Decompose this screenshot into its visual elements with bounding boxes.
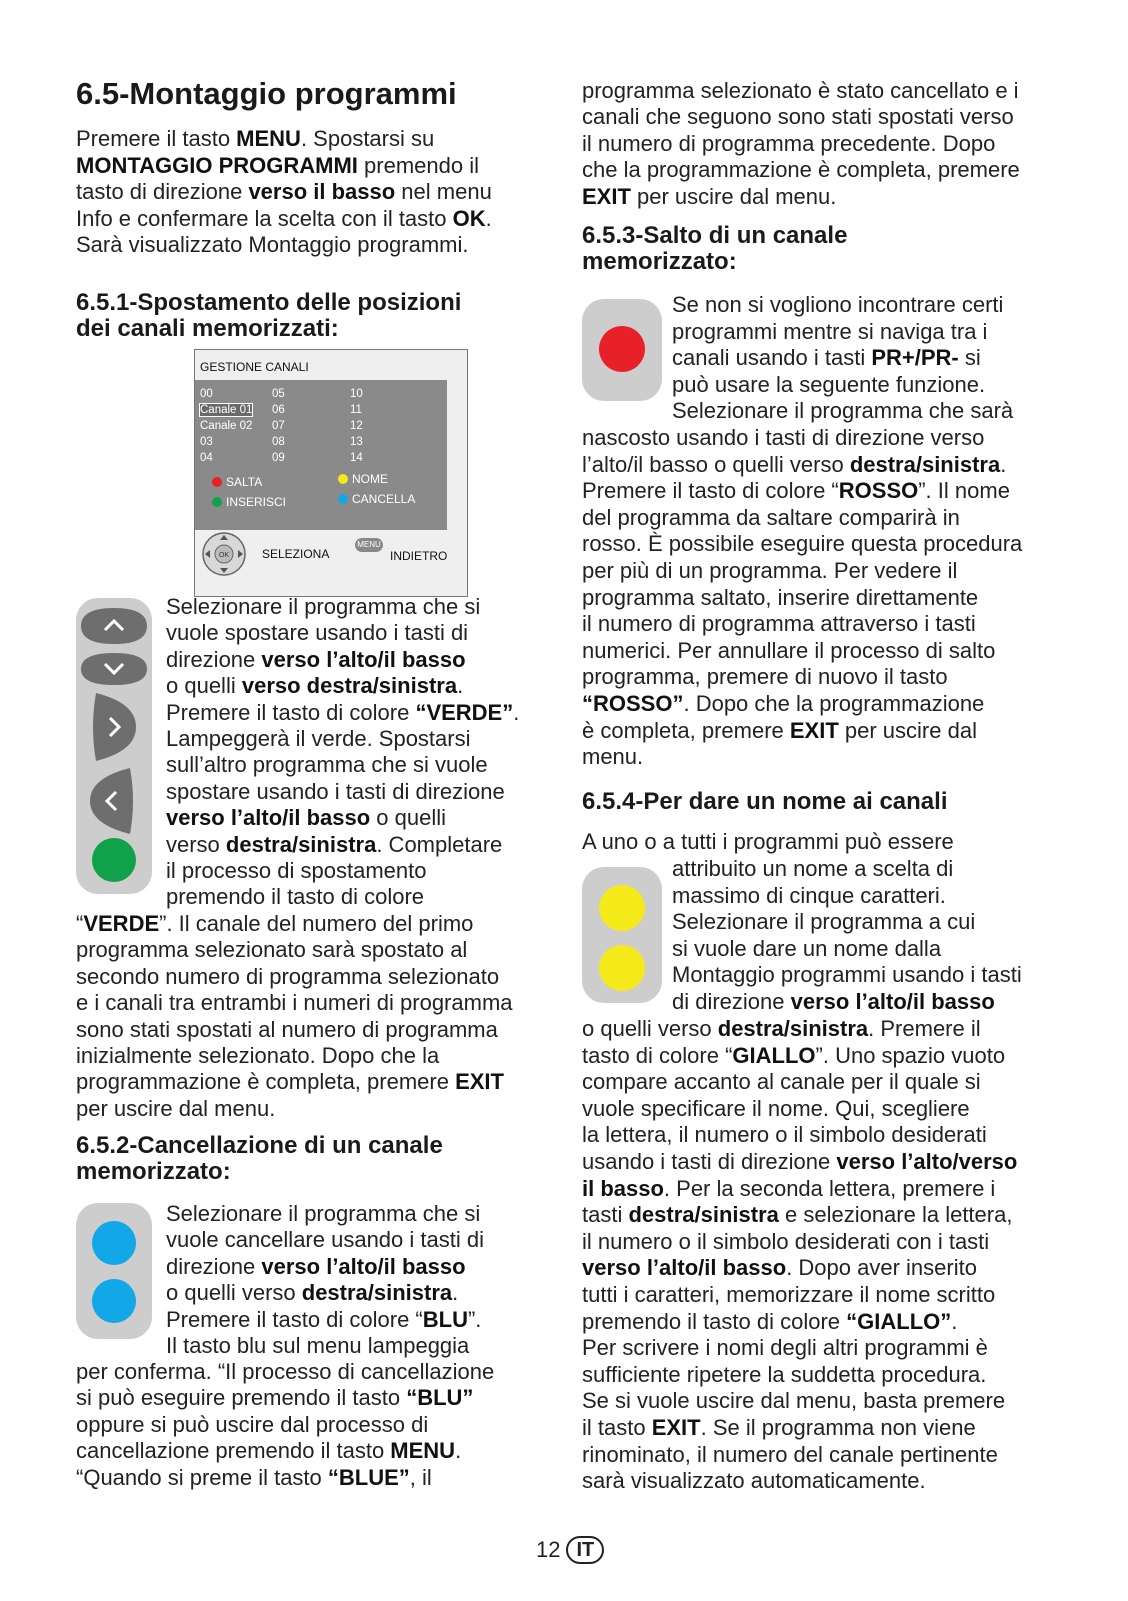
text-segment: premendo il tasto di colore xyxy=(582,1308,847,1334)
text-line xyxy=(672,936,941,963)
channel-menu-figure xyxy=(194,349,468,597)
text-segment: vuole specificare il nome. Qui, scegliere xyxy=(582,1095,970,1121)
text-line xyxy=(166,805,446,832)
text-line xyxy=(166,673,463,700)
text-segment: direzione xyxy=(166,1253,262,1279)
text-segment: che la programmazione è completa, premere xyxy=(582,157,1020,183)
text-line xyxy=(672,345,981,372)
blue-button-icon xyxy=(92,1279,136,1323)
text-segment: massimo di cinque caratteri. xyxy=(672,882,946,908)
legend-salta: SALTA xyxy=(226,475,263,489)
text-segment: verso xyxy=(166,831,226,857)
menu-channel-cell: 13 xyxy=(350,436,363,448)
text-segment: . Per la seconda lettera, premere i xyxy=(663,1175,996,1201)
text-line xyxy=(166,858,426,885)
text-segment: il processo di spostamento xyxy=(166,858,427,883)
text-line xyxy=(582,1016,981,1043)
text-segment: può usare la seguente funzione. xyxy=(672,371,986,397)
text-line xyxy=(582,1309,957,1336)
yellow-dot-icon xyxy=(338,474,348,484)
text-segment: ”. Uno spazio vuoto xyxy=(815,1042,1006,1068)
remote-arrows-pad xyxy=(76,598,152,894)
heading-652-line1: 6.5.2-Cancellazione di un canale xyxy=(76,1132,443,1159)
text-line xyxy=(166,700,519,727)
text-line xyxy=(582,478,1010,505)
text-segment: o quelli xyxy=(166,673,242,699)
text-line xyxy=(582,1335,988,1362)
text-line xyxy=(582,1176,995,1203)
text-line xyxy=(76,232,469,259)
heading-653-line1: 6.5.3-Salto di un canale xyxy=(582,222,848,249)
text-line xyxy=(582,558,957,585)
text-segment: , il xyxy=(409,1464,432,1490)
text-segment: . Spostarsi su xyxy=(300,126,435,151)
bold-segment: destra/sinistra xyxy=(301,1280,453,1306)
arrow-left-icon xyxy=(90,768,136,834)
green-dot-icon xyxy=(212,497,222,507)
remote-blue-pad xyxy=(76,1203,152,1339)
text-segment: il numero di programma attraverso i tasti xyxy=(582,611,976,637)
text-line xyxy=(582,531,1022,558)
menu-channel-cell: 03 xyxy=(200,436,213,448)
text-line xyxy=(76,964,499,991)
text-segment: Selezionare il programma a cui xyxy=(672,909,976,935)
menu-channel-cell: 06 xyxy=(272,404,285,416)
bold-segment: EXIT xyxy=(651,1415,701,1440)
bold-segment: EXIT xyxy=(789,717,839,743)
text-line xyxy=(582,664,948,691)
text-segment: programmi mentre si naviga tra i xyxy=(672,318,988,344)
text-segment: nel menu xyxy=(395,179,492,205)
text-segment: per conferma. “Il processo di cancellazione xyxy=(76,1359,495,1384)
text-line xyxy=(166,779,505,806)
text-segment: Montaggio programmi usando i tasti xyxy=(672,962,1022,988)
text-segment: programma saltato, inserire direttamente xyxy=(582,584,979,610)
text-segment: . xyxy=(485,205,492,231)
text-segment: per uscire dal menu. xyxy=(630,183,837,209)
text-line xyxy=(582,1442,998,1469)
text-segment: “Quando si preme il tasto xyxy=(76,1464,328,1490)
bold-segment: “BLUE” xyxy=(327,1464,410,1490)
page-footer xyxy=(536,1536,604,1564)
text-segment: cancellazione premendo il tasto xyxy=(76,1438,391,1464)
red-button-icon xyxy=(599,326,645,372)
text-line xyxy=(76,153,479,180)
text-segment: Info e confermare la scelta con il tasto xyxy=(76,205,453,231)
text-line xyxy=(76,1096,275,1123)
yellow-button-icon xyxy=(599,885,645,931)
text-line xyxy=(582,104,1014,131)
text-segment: rosso. È possibile eseguire questa procedura xyxy=(582,531,1023,557)
red-dot-icon xyxy=(212,477,222,487)
bold-segment: destra/sinistra xyxy=(717,1016,869,1041)
page-number: 12 xyxy=(536,1537,561,1562)
text-segment: programmazione è completa, premere xyxy=(76,1069,456,1095)
text-segment: . xyxy=(1000,451,1007,477)
text-segment: per più di un programma. Per vedere il xyxy=(582,558,958,583)
heading-652 xyxy=(76,1133,443,1185)
text-segment: sull’altro programma che si vuole xyxy=(166,752,488,778)
text-line xyxy=(582,1069,981,1096)
bold-segment: verso l’alto/il basso xyxy=(582,1255,787,1281)
text-segment: . xyxy=(513,699,520,725)
heading-653 xyxy=(582,223,847,275)
menu-channel-cell: 14 xyxy=(350,452,363,464)
text-segment: . xyxy=(951,1308,958,1334)
text-segment: tasto di colore “ xyxy=(582,1042,733,1068)
page-title: 6.5-Montaggio programmi xyxy=(76,76,457,111)
text-segment: ”. xyxy=(467,1306,482,1332)
legend-inserisci: INSERISCI xyxy=(226,495,287,509)
text-line xyxy=(76,911,473,938)
text-segment: o quelli xyxy=(370,805,447,831)
text-segment: il numero o il simbolo desiderati con i tasti xyxy=(582,1228,990,1254)
text-line xyxy=(166,594,480,621)
text-line xyxy=(166,647,466,674)
text-line xyxy=(166,1254,466,1281)
text-segment: compare accanto al canale per il quale si xyxy=(582,1069,981,1095)
text-line xyxy=(672,398,1013,425)
text-segment: del programma da saltare comparirà in xyxy=(582,504,960,530)
bold-segment: GIALLO xyxy=(732,1042,816,1068)
text-segment: programma selezionato sarà spostato al xyxy=(76,937,468,963)
menu-channel-cell: 00 xyxy=(200,388,213,400)
arrow-down-icon xyxy=(81,651,147,687)
text-segment: Lampeggerà il verde. Spostarsi xyxy=(166,726,471,751)
text-line xyxy=(582,1202,1012,1229)
text-line xyxy=(582,1229,989,1256)
legend-nome: NOME xyxy=(352,472,388,486)
text-segment: . Completare xyxy=(376,831,503,857)
text-line xyxy=(582,1043,1005,1070)
text-segment: si xyxy=(958,345,981,371)
text-line xyxy=(166,832,502,859)
text-segment: . Premere il xyxy=(868,1016,981,1041)
text-segment: tutti i caratteri, memorizzare il nome scritto xyxy=(582,1282,996,1307)
text-line xyxy=(672,856,953,883)
bold-segment: verso l’alto/il basso xyxy=(261,646,466,672)
text-line xyxy=(166,1227,484,1254)
text-line xyxy=(582,638,995,665)
text-line xyxy=(76,1043,439,1070)
indietro-label: INDIETRO xyxy=(390,549,448,563)
menu-channel-cell: 12 xyxy=(350,420,363,432)
text-segment: tasto di direzione xyxy=(76,179,249,205)
legend-cancella: CANCELLA xyxy=(352,492,416,506)
text-segment: programma, premere di nuovo il tasto xyxy=(582,664,948,690)
menu-channel-cell: Canale 02 xyxy=(200,420,253,432)
bold-segment: verso l’alto/il basso xyxy=(261,1253,466,1279)
text-line xyxy=(582,829,954,856)
text-line xyxy=(76,126,434,153)
text-segment: di direzione xyxy=(672,989,791,1014)
text-line xyxy=(582,1255,977,1282)
text-segment: attribuito un nome a scelta di xyxy=(672,856,954,881)
text-segment: è completa, premere xyxy=(582,717,790,743)
bold-segment: destra/sinistra xyxy=(628,1202,779,1228)
text-segment: Sarà visualizzato Montaggio programmi. xyxy=(76,232,469,258)
text-segment: oppure si può uscire dal processo di xyxy=(76,1411,429,1437)
bold-segment: “GIALLO” xyxy=(846,1308,952,1334)
text-segment: si può eseguire premendo il tasto xyxy=(76,1385,407,1411)
text-line xyxy=(166,620,468,647)
text-segment: il tasto xyxy=(582,1415,652,1440)
bold-segment: “BLU” xyxy=(406,1385,474,1411)
text-line xyxy=(166,752,488,779)
text-segment: Il tasto blu sul menu lampeggia xyxy=(166,1333,470,1358)
heading-651 xyxy=(76,290,461,342)
text-segment: “ xyxy=(76,911,84,936)
menu-channel-cell: 10 xyxy=(350,388,363,400)
text-line xyxy=(582,585,978,612)
text-segment: vuole spostare usando i tasti di xyxy=(166,620,469,646)
text-line xyxy=(582,1388,1005,1415)
bold-segment: verso destra/sinistra xyxy=(241,673,458,699)
text-segment: ”. Il canale del numero del primo xyxy=(159,911,474,936)
text-line xyxy=(582,505,960,532)
text-segment: Premere il tasto di colore xyxy=(166,699,416,725)
text-segment: spostare usando i tasti di direzione xyxy=(166,778,505,804)
text-segment: usando i tasti di direzione xyxy=(582,1149,837,1174)
text-line xyxy=(582,611,976,638)
bold-segment: verso il basso xyxy=(248,179,396,205)
text-segment: canali che seguono sono stati spostati verso xyxy=(582,104,1014,130)
text-segment: . xyxy=(455,1438,462,1464)
menu-channel-cell: 11 xyxy=(350,404,362,416)
text-segment: Premere il tasto xyxy=(76,126,237,151)
remote-yellow-pad xyxy=(582,867,662,1003)
bold-segment: PR+/PR- xyxy=(871,345,959,371)
text-line xyxy=(672,989,995,1016)
text-segment: . xyxy=(457,673,464,699)
text-segment: menu. xyxy=(582,744,644,770)
bold-segment: ROSSO xyxy=(838,478,919,504)
text-segment: o quelli verso xyxy=(166,1280,302,1306)
text-segment: per uscire dal menu. xyxy=(76,1095,276,1121)
text-line xyxy=(76,1412,428,1439)
text-line xyxy=(166,1201,480,1228)
text-line xyxy=(672,319,987,346)
text-segment: . Dopo aver inserito xyxy=(786,1255,977,1281)
bold-segment: MENU xyxy=(236,126,301,151)
menu-screen xyxy=(195,380,447,530)
text-line xyxy=(582,425,984,452)
language-badge: IT xyxy=(566,1536,604,1564)
ok-navigation-icon xyxy=(201,531,247,577)
heading-654: 6.5.4-Per dare un nome ai canali xyxy=(582,788,948,815)
text-line xyxy=(76,1069,504,1096)
text-line xyxy=(76,206,492,233)
text-segment: inizialmente selezionato. Dopo che la xyxy=(76,1043,440,1068)
text-line xyxy=(582,1415,976,1442)
text-line xyxy=(582,718,977,745)
bold-segment: il basso xyxy=(582,1175,664,1201)
text-segment: . Dopo che la programmazione xyxy=(683,691,985,716)
bold-segment: MENU xyxy=(390,1438,456,1464)
text-line xyxy=(166,1333,469,1360)
text-segment: Per scrivere i nomi degli altri programmi è xyxy=(582,1335,988,1361)
heading-651-line1: 6.5.1-Spostamento delle posizioni xyxy=(76,289,462,316)
text-segment: sono stati spostati al numero di programma xyxy=(76,1016,498,1042)
text-segment: Se si vuole uscire dal menu, basta premere xyxy=(582,1388,1006,1414)
text-line xyxy=(582,1149,1017,1176)
text-segment: e i canali tra entrambi i numeri di programma xyxy=(76,990,513,1016)
text-line xyxy=(672,883,946,910)
text-segment: premendo il xyxy=(357,152,479,178)
ok-label: OK xyxy=(218,552,230,559)
yellow-button-icon xyxy=(599,945,645,991)
text-segment: il numero di programma precedente. Dopo xyxy=(582,130,996,156)
text-line xyxy=(166,1280,458,1307)
text-line xyxy=(76,1438,461,1465)
text-segment: l’alto/il basso o quelli verso xyxy=(582,451,850,477)
menu-channel-cell: Canale 01 xyxy=(200,404,253,416)
seleziona-label: SELEZIONA xyxy=(262,547,330,561)
menu-title: GESTIONE CANALI xyxy=(200,360,309,374)
menu-channel-cell: 07 xyxy=(272,420,285,432)
menu-channel-cell: 05 xyxy=(272,388,285,400)
text-line xyxy=(582,1468,926,1495)
arrow-up-icon xyxy=(81,606,147,646)
bold-segment: destra/sinistra xyxy=(225,831,377,857)
blue-button-icon xyxy=(92,1221,136,1265)
menu-key-icon: MENU xyxy=(355,538,383,552)
text-segment: . Se il programma non viene xyxy=(700,1415,976,1440)
heading-652-line2: memorizzato: xyxy=(76,1158,231,1185)
text-line xyxy=(76,1017,498,1044)
text-segment: A uno o a tutti i programmi può essere xyxy=(582,829,954,854)
text-segment: Selezionare il programma che si xyxy=(166,1201,481,1226)
bold-segment: “ROSSO” xyxy=(582,691,684,716)
text-line xyxy=(672,372,985,399)
text-line xyxy=(76,1465,432,1492)
heading-651-line2: dei canali memorizzati: xyxy=(76,315,339,342)
text-segment: Premere il tasto di colore “ xyxy=(166,1306,423,1332)
text-line xyxy=(166,1307,481,1334)
remote-red-pad xyxy=(582,299,662,401)
bold-segment: verso l’alto/verso xyxy=(836,1149,1018,1174)
menu-channel-cell: 09 xyxy=(272,452,285,464)
text-line xyxy=(166,884,424,911)
text-line xyxy=(582,691,984,718)
text-segment: Premere il tasto di colore “ xyxy=(582,478,839,504)
text-segment: sufficiente ripetere la suddetta procedura. xyxy=(582,1361,987,1387)
text-segment: la lettera, il numero o il simbolo desiderati xyxy=(582,1122,987,1148)
text-segment: Se non si vogliono incontrare certi xyxy=(672,292,1004,317)
bold-segment: destra/sinistra xyxy=(849,451,1001,477)
green-button-icon xyxy=(92,838,136,882)
text-segment: sarà visualizzato automaticamente. xyxy=(582,1468,926,1494)
text-line xyxy=(672,909,975,936)
text-segment: nascosto usando i tasti di direzione verso xyxy=(582,425,985,450)
text-segment: secondo numero di programma selezionato xyxy=(76,963,500,989)
text-line xyxy=(582,1362,986,1389)
text-segment: per uscire dal xyxy=(838,717,977,743)
arrow-right-icon xyxy=(90,693,136,761)
text-segment: si vuole dare un nome dalla xyxy=(672,935,942,961)
text-line xyxy=(582,452,1006,479)
text-line xyxy=(582,157,1020,184)
bold-segment: EXIT xyxy=(455,1069,504,1095)
text-line xyxy=(582,744,643,771)
text-segment: canali usando i tasti xyxy=(672,345,872,371)
bold-segment: MONTAGGIO PROGRAMMI xyxy=(76,152,358,178)
blue-dot-icon xyxy=(338,494,348,504)
text-segment: ”. Il nome xyxy=(918,478,1010,504)
bold-segment: OK xyxy=(452,205,486,231)
text-segment: vuole cancellare usando i tasti di xyxy=(166,1227,484,1253)
text-segment: numerici. Per annullare il processo di salto xyxy=(582,637,996,663)
text-segment: direzione xyxy=(166,646,262,672)
text-segment: rinominato, il numero del canale pertinente xyxy=(582,1441,998,1467)
bold-segment: VERDE xyxy=(83,911,160,936)
text-line xyxy=(582,1122,987,1149)
text-segment: . xyxy=(452,1280,459,1306)
text-segment: tasti xyxy=(582,1202,629,1228)
bold-segment: verso l’alto/il basso xyxy=(790,989,995,1014)
bold-segment: “VERDE” xyxy=(415,699,514,725)
text-line xyxy=(582,78,1019,105)
bold-segment: BLU xyxy=(422,1306,468,1332)
text-line xyxy=(672,292,1003,319)
text-line xyxy=(76,990,513,1017)
bold-segment: verso l’alto/il basso xyxy=(166,805,371,831)
text-segment: o quelli verso xyxy=(582,1016,718,1041)
text-segment: Selezionare il programma che sarà xyxy=(672,398,1014,424)
text-line xyxy=(166,726,471,753)
menu-channel-cell: 08 xyxy=(272,436,285,448)
text-segment: e selezionare la lettera, xyxy=(778,1202,1013,1228)
text-line xyxy=(76,179,492,206)
text-line xyxy=(76,937,467,964)
text-line xyxy=(76,1359,494,1386)
text-line xyxy=(582,1282,995,1309)
text-segment: premendo il tasto di colore xyxy=(166,884,425,910)
text-line xyxy=(582,184,836,211)
heading-653-line2: memorizzato: xyxy=(582,248,737,275)
text-segment: Selezionare il programma che si xyxy=(166,594,481,619)
bold-segment: EXIT xyxy=(582,183,631,209)
text-line xyxy=(672,962,1022,989)
text-segment: programma selezionato è stato cancellato e i xyxy=(582,78,1019,103)
menu-channel-cell: 04 xyxy=(200,452,213,464)
text-line xyxy=(582,1096,970,1123)
text-line xyxy=(582,131,995,158)
text-line xyxy=(76,1385,473,1412)
